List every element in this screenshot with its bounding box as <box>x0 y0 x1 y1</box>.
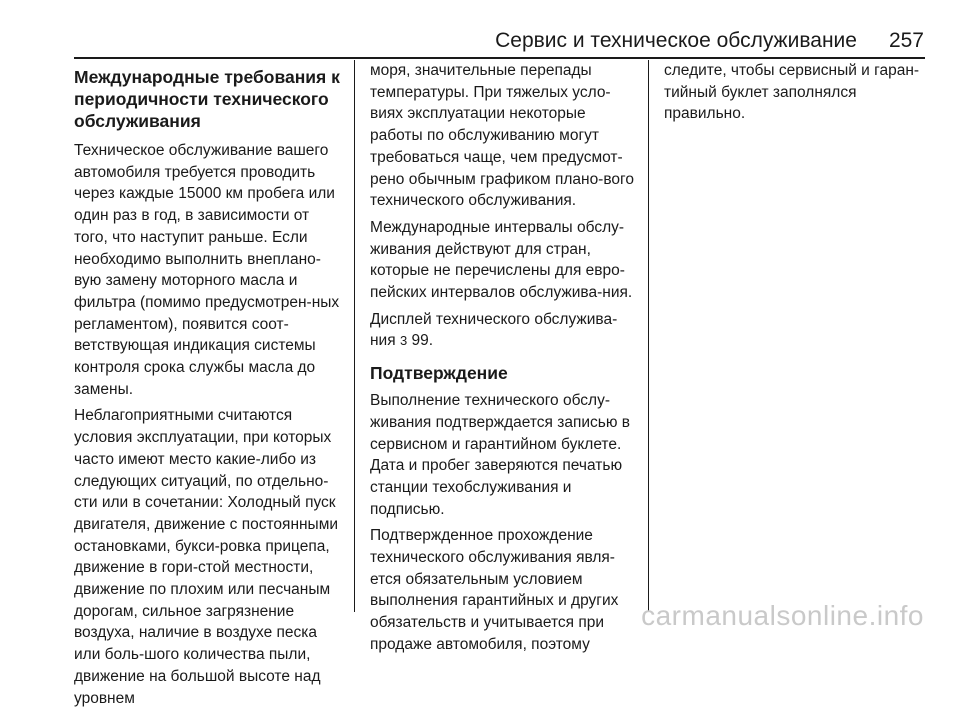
paragraph-intervals: Техническое обслуживание вашего автомобиля требуется проводить через каждые 15000 км пробега или один раз в год, в зависимости от того, что наступит раньше. Если необходимо выполнить внеплано-вую замену моторного масла и фильтра (помимо предусмотрен-ных регламентом), появится соот-ветствующая индикация системы контроля срока службы масла до замены. <box>74 142 340 398</box>
watermark: carmanualsonline.info <box>641 600 924 631</box>
page-number: 257 <box>888 29 924 52</box>
paragraph-severe-conditions-cont: моря, значительные перепады температуры. При тяжелых усло-виях эксплуатации некоторые работы по обслуживанию могут требоваться чаще, чем предусмот-рено обычным графиком плано-вого технического обслуживания. <box>370 62 634 210</box>
column-1 <box>74 60 344 714</box>
paragraph-international-intervals: Международные интервалы обслу-живания действуют для стран, которые не перечислены для евро-пейских интервалов обслужива-ния. <box>370 218 633 302</box>
service-display-text: Дисплей технического обслужива-ния <box>370 310 618 350</box>
paragraph-severe-conditions: Неблагоприятными считаются условия эксплуатации, при которых часто имеют место какие-либо из следующих ситуаций, по отдельно-сти или в сочетании: Холодный пуск двигателя, движение с постоянными остановками, букси-ровка прицепа, движение в гори-стой местности, движение по плохим или песчаным дорогам, сильное загрязнение воздуха, наличие в воздухе песка или боль-шого количества пыли, движение на большой высоте над уровнем <box>74 407 339 707</box>
page-reference[interactable]: 99. <box>411 332 434 350</box>
header-divider <box>74 57 925 59</box>
column-divider-1 <box>354 60 355 612</box>
column-2 <box>370 60 640 661</box>
section-heading-confirmation: Подтверждение <box>370 363 508 384</box>
page-header <box>0 26 924 56</box>
header-title: Сервис и техническое обслуживание <box>495 29 857 52</box>
section-heading-intervals: Международные требования к периодичности технического обслуживания <box>74 67 340 131</box>
column-3 <box>664 60 929 130</box>
page-reference-arrow-icon: 3 <box>399 333 408 349</box>
paragraph-confirmed-service: Подтвержденное прохождение технического обслуживания явля-ется обязательным условием выполнения гарантийных и других обязательств и учитывается при продаже автомобиля, поэтому <box>370 527 619 653</box>
paragraph-service-display-ref <box>370 309 640 352</box>
paragraph-booklet: следите, чтобы сервисный и гаран-тийный буклет заполнялся правильно. <box>664 62 920 123</box>
column-divider-2 <box>648 60 649 612</box>
paragraph-confirmation: Выполнение технического обслу-живания подтверждается записью в сервисном и гарантийном буклете. Дата и пробег заверяются печатью станции техобслуживания и подписью. <box>370 392 631 518</box>
